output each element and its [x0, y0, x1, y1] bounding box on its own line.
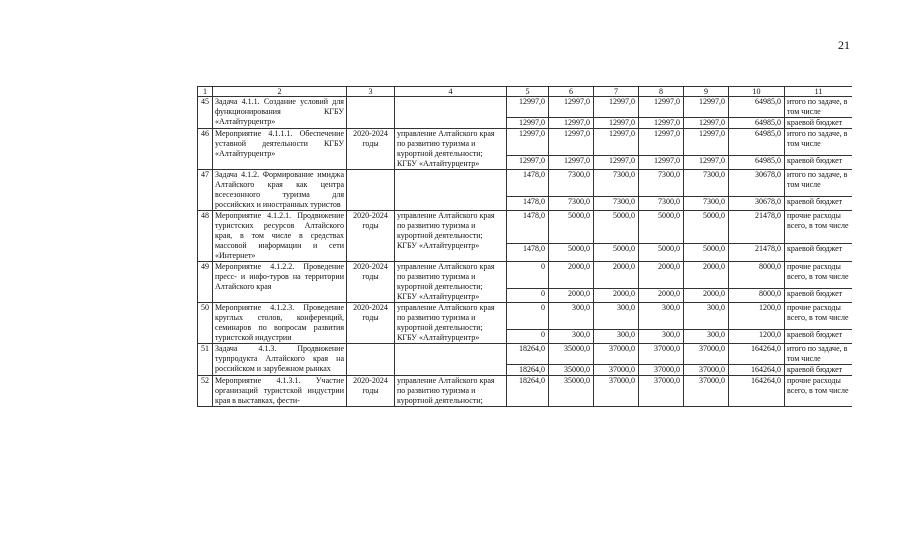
column-header: 10 [729, 87, 785, 97]
value-cell: 300,0 [639, 329, 684, 343]
value-cell: 12997,0 [639, 129, 684, 156]
value-cell: 18264,0 [507, 365, 549, 376]
value-cell: 12997,0 [639, 155, 684, 169]
funding-note-cell: прочие расходы всего, в том числе [785, 262, 853, 289]
value-cell: 300,0 [684, 329, 729, 343]
row-period-cell: 2020-2024 годы [347, 211, 395, 262]
value-cell: 64985,0 [729, 155, 785, 169]
value-cell: 12997,0 [549, 97, 594, 118]
value-cell: 2000,0 [549, 262, 594, 289]
value-cell: 12997,0 [507, 118, 549, 129]
row-name-cell: Задача 4.1.1. Создание условий для функционирования КГБУ «Алтайтурцентр» [213, 97, 347, 129]
table-row [198, 262, 853, 289]
value-cell: 1200,0 [729, 329, 785, 343]
value-cell: 7300,0 [594, 170, 639, 197]
table-row [198, 170, 853, 197]
table-row [198, 129, 853, 156]
row-index-cell: 51 [198, 344, 213, 376]
value-cell: 7300,0 [639, 196, 684, 210]
row-period-cell: 2020-2024 годы [347, 262, 395, 303]
value-cell: 21478,0 [729, 211, 785, 244]
column-header: 7 [594, 87, 639, 97]
funding-note-cell: краевой бюджет [785, 196, 853, 210]
value-cell: 37000,0 [594, 344, 639, 365]
row-index-cell: 52 [198, 376, 213, 407]
value-cell: 12997,0 [684, 97, 729, 118]
funding-note-cell: краевой бюджет [785, 118, 853, 129]
value-cell: 12997,0 [594, 97, 639, 118]
row-executor-cell: управление Алтайского края по развитию туризма и курортной деятельности; КГБУ «Алтайтурцентр» [395, 303, 507, 344]
budget-table [197, 86, 852, 407]
column-header: 8 [639, 87, 684, 97]
value-cell: 37000,0 [594, 365, 639, 376]
value-cell: 37000,0 [639, 344, 684, 365]
column-header: 1 [198, 87, 213, 97]
row-name-cell: Мероприятие 4.1.3.1. Участие организаций туристской индустрии края в выставках, фести- [213, 376, 347, 407]
value-cell: 5000,0 [684, 211, 729, 244]
value-cell: 2000,0 [549, 288, 594, 302]
column-header-row [198, 87, 853, 97]
value-cell: 35000,0 [549, 376, 594, 407]
value-cell: 2000,0 [594, 288, 639, 302]
value-cell: 5000,0 [594, 211, 639, 244]
value-cell: 7300,0 [639, 170, 684, 197]
value-cell: 7300,0 [594, 196, 639, 210]
value-cell: 5000,0 [639, 211, 684, 244]
funding-note-cell: прочие расходы всего, в том числе [785, 303, 853, 330]
value-cell: 5000,0 [684, 244, 729, 262]
value-cell: 12997,0 [549, 129, 594, 156]
value-cell: 1478,0 [507, 244, 549, 262]
value-cell: 300,0 [594, 303, 639, 330]
funding-note-cell: краевой бюджет [785, 155, 853, 169]
row-index-cell: 50 [198, 303, 213, 344]
value-cell: 37000,0 [684, 365, 729, 376]
value-cell: 12997,0 [594, 129, 639, 156]
value-cell: 7300,0 [549, 170, 594, 197]
funding-note-cell: краевой бюджет [785, 365, 853, 376]
funding-note-cell: краевой бюджет [785, 288, 853, 302]
row-period-cell [347, 344, 395, 376]
column-header: 11 [785, 87, 853, 97]
value-cell: 1478,0 [507, 196, 549, 210]
row-name-cell: Задача 4.1.2. Формирование имиджа Алтайского края как центра всесезонного туризма для российских и иностранных туристов [213, 170, 347, 211]
value-cell: 12997,0 [684, 155, 729, 169]
value-cell: 37000,0 [639, 376, 684, 407]
row-name-cell: Мероприятие 4.1.2.3. Проведение круглых столов, конференций, семинаров по вопросам развития туристской индустрии [213, 303, 347, 344]
row-executor-cell: управление Алтайского края по развитию туризма и курортной деятельности; КГБУ «Алтайтурцентр» [395, 129, 507, 170]
value-cell: 2000,0 [684, 288, 729, 302]
value-cell: 8000,0 [729, 288, 785, 302]
value-cell: 12997,0 [507, 129, 549, 156]
row-name-cell: Задача 4.1.3. Продвижение турпродукта Алтайского края на российском и зарубежном рынках [213, 344, 347, 376]
row-executor-cell [395, 170, 507, 211]
value-cell: 30678,0 [729, 170, 785, 197]
funding-note-cell: краевой бюджет [785, 244, 853, 262]
value-cell: 35000,0 [549, 365, 594, 376]
table-row [198, 344, 853, 365]
value-cell: 37000,0 [684, 376, 729, 407]
value-cell: 164264,0 [729, 344, 785, 365]
value-cell: 1478,0 [507, 170, 549, 197]
row-index-cell: 45 [198, 97, 213, 129]
row-period-cell [347, 170, 395, 211]
value-cell: 164264,0 [729, 365, 785, 376]
table-body [198, 87, 853, 407]
row-index-cell: 47 [198, 170, 213, 211]
value-cell: 2000,0 [594, 262, 639, 289]
value-cell: 12997,0 [684, 118, 729, 129]
row-name-cell: Мероприятие 4.1.2.2. Проведение пресс- и инфо-туров на территории Алтайского края [213, 262, 347, 303]
value-cell: 64985,0 [729, 118, 785, 129]
value-cell: 0 [507, 329, 549, 343]
row-index-cell: 49 [198, 262, 213, 303]
value-cell: 2000,0 [639, 262, 684, 289]
row-index-cell: 48 [198, 211, 213, 262]
row-executor-cell [395, 97, 507, 129]
funding-note-cell: прочие расходы всего, в том числе [785, 211, 853, 244]
table-row [198, 303, 853, 330]
value-cell: 0 [507, 303, 549, 330]
value-cell: 2000,0 [684, 262, 729, 289]
value-cell: 21478,0 [729, 244, 785, 262]
value-cell: 30678,0 [729, 196, 785, 210]
value-cell: 12997,0 [507, 97, 549, 118]
value-cell: 300,0 [549, 303, 594, 330]
value-cell: 300,0 [684, 303, 729, 330]
column-header: 3 [347, 87, 395, 97]
value-cell: 12997,0 [549, 118, 594, 129]
value-cell: 300,0 [549, 329, 594, 343]
row-period-cell [347, 97, 395, 129]
value-cell: 1200,0 [729, 303, 785, 330]
funding-note-cell: итого по задаче, в том числе [785, 170, 853, 197]
value-cell: 12997,0 [507, 155, 549, 169]
value-cell: 5000,0 [594, 244, 639, 262]
value-cell: 7300,0 [549, 196, 594, 210]
value-cell: 5000,0 [549, 244, 594, 262]
row-executor-cell: управление Алтайского края по развитию туризма и курортной деятельности; КГБУ «Алтайтурцентр» [395, 211, 507, 262]
value-cell: 37000,0 [639, 365, 684, 376]
value-cell: 5000,0 [549, 211, 594, 244]
row-executor-cell: управление Алтайского края по развитию туризма и курортной деятельности; [395, 376, 507, 407]
funding-note-cell: прочие расходы всего, в том числе [785, 376, 853, 407]
value-cell: 12997,0 [594, 118, 639, 129]
value-cell: 2000,0 [639, 288, 684, 302]
value-cell: 12997,0 [639, 118, 684, 129]
budget-table-sheet [197, 86, 852, 546]
funding-note-cell: итого по задаче, в том числе [785, 344, 853, 365]
value-cell: 300,0 [639, 303, 684, 330]
table-row [198, 97, 853, 118]
funding-note-cell: итого по задаче, в том числе [785, 97, 853, 118]
value-cell: 7300,0 [684, 170, 729, 197]
value-cell: 12997,0 [684, 129, 729, 156]
row-executor-cell [395, 344, 507, 376]
value-cell: 37000,0 [594, 376, 639, 407]
row-period-cell: 2020-2024 годы [347, 129, 395, 170]
value-cell: 5000,0 [639, 244, 684, 262]
column-header: 4 [395, 87, 507, 97]
value-cell: 1478,0 [507, 211, 549, 244]
value-cell: 300,0 [594, 329, 639, 343]
value-cell: 12997,0 [639, 97, 684, 118]
value-cell: 64985,0 [729, 97, 785, 118]
row-name-cell: Мероприятие 4.1.1.1. Обеспечение уставной деятельности КГБУ «Алтайтурцентр» [213, 129, 347, 170]
value-cell: 0 [507, 288, 549, 302]
value-cell: 35000,0 [549, 344, 594, 365]
value-cell: 12997,0 [549, 155, 594, 169]
funding-note-cell: итого по задаче, в том числе [785, 129, 853, 156]
row-executor-cell: управление Алтайского края по развитию туризма и курортной деятельности; КГБУ «Алтайтурцентр» [395, 262, 507, 303]
value-cell: 7300,0 [684, 196, 729, 210]
row-period-cell: 2020-2024 годы [347, 303, 395, 344]
table-row [198, 211, 853, 244]
row-index-cell: 46 [198, 129, 213, 170]
value-cell: 18264,0 [507, 376, 549, 407]
table-row [198, 376, 853, 407]
column-header: 6 [549, 87, 594, 97]
row-period-cell: 2020-2024 годы [347, 376, 395, 407]
column-header: 5 [507, 87, 549, 97]
value-cell: 8000,0 [729, 262, 785, 289]
value-cell: 64985,0 [729, 129, 785, 156]
value-cell: 37000,0 [684, 344, 729, 365]
funding-note-cell: краевой бюджет [785, 329, 853, 343]
row-name-cell: Мероприятие 4.1.2.1. Продвижение туристских ресурсов Алтайского края, в том числе в средствах массовой информации и сети «Интернет» [213, 211, 347, 262]
column-header: 9 [684, 87, 729, 97]
value-cell: 12997,0 [594, 155, 639, 169]
column-header: 2 [213, 87, 347, 97]
value-cell: 18264,0 [507, 344, 549, 365]
page-number: 21 [838, 38, 850, 52]
value-cell: 0 [507, 262, 549, 289]
value-cell: 164264,0 [729, 376, 785, 407]
